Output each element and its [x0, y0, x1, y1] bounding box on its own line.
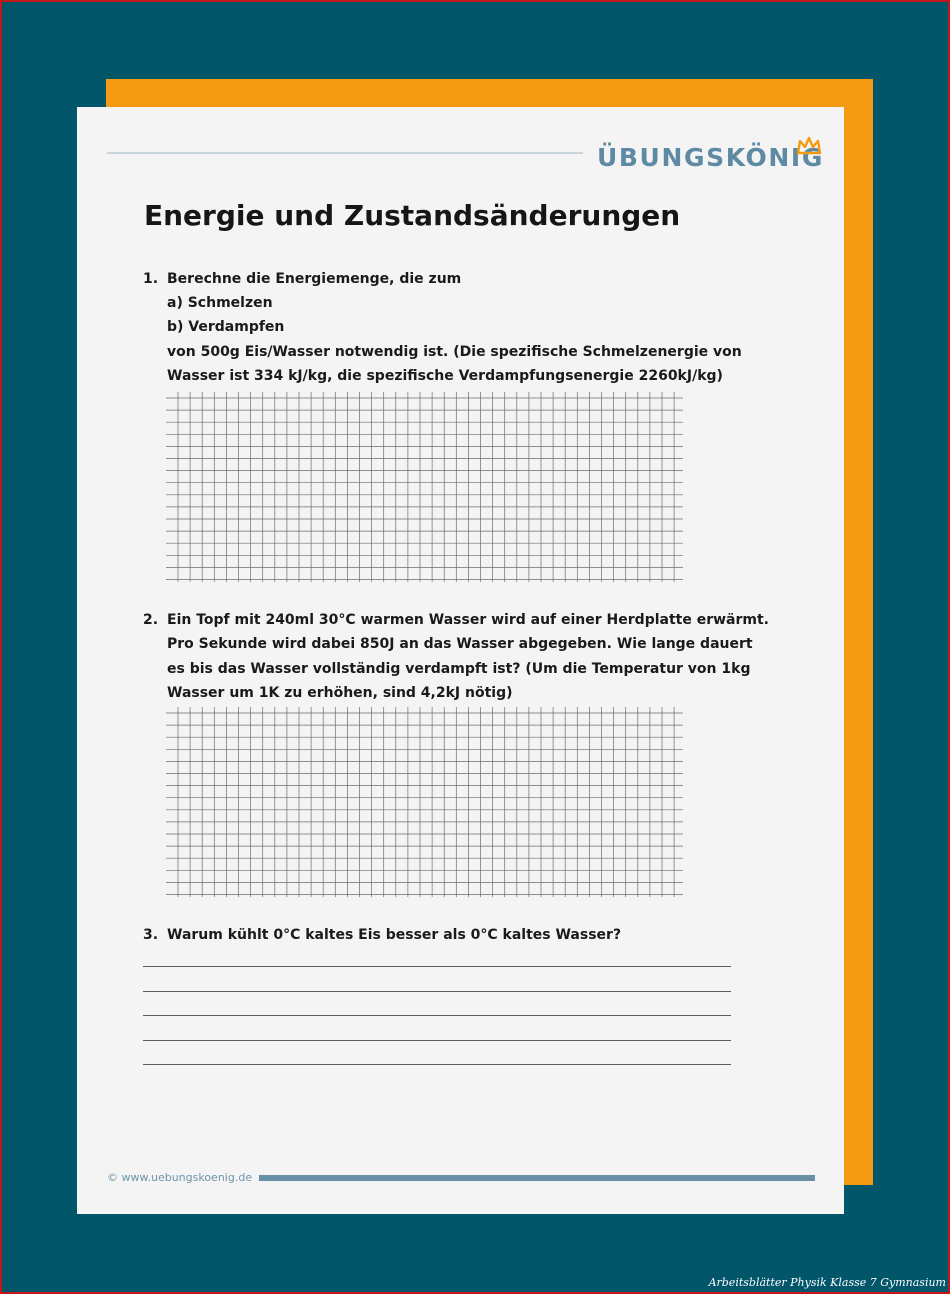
footer-bar	[259, 1175, 815, 1181]
page-title: Energie und Zustandsänderungen	[144, 199, 681, 232]
task-text-line: Wasser ist 334 kJ/kg, die spezifische Verdampfungsenergie 2260kJ/kg)	[167, 368, 723, 384]
task-subitem-a: a) Schmelzen	[167, 295, 273, 311]
task-text-line: Warum kühlt 0°C kaltes Eis besser als 0°C kaltes Wasser?	[167, 927, 622, 943]
task-number: 3.	[143, 927, 159, 943]
task-number: 2.	[143, 612, 159, 628]
task-text-line: es bis das Wasser vollständig verdampft ist? (Um die Temperatur von 1kg	[167, 661, 751, 677]
answer-line	[143, 991, 731, 992]
grid-answer-area-2	[166, 707, 683, 897]
answer-line	[143, 966, 731, 967]
footer-website: © www.uebungskoenig.de	[107, 1171, 253, 1184]
task-text-line: Berechne die Energiemenge, die zum	[167, 271, 462, 287]
answer-line	[143, 1015, 731, 1016]
task-text-line: von 500g Eis/Wasser notwendig ist. (Die spezifische Schmelzenergie von	[167, 344, 742, 360]
answer-line	[143, 1040, 731, 1041]
worksheet-page	[77, 107, 844, 1214]
crown-icon	[796, 137, 822, 155]
brand-logo	[597, 137, 827, 181]
task-subitem-b: b) Verdampfen	[167, 319, 285, 335]
task-number: 1.	[143, 271, 159, 287]
header-rule	[107, 152, 583, 154]
task-text-line: Pro Sekunde wird dabei 850J an das Wasser abgegeben. Wie lange dauert	[167, 636, 753, 652]
task-1	[143, 271, 763, 401]
answer-line	[143, 1064, 731, 1065]
logo-text: ÜBUNGSKÖNIG	[597, 143, 824, 172]
task-2	[143, 612, 769, 712]
image-caption: Arbeitsblätter Physik Klasse 7 Gymnasium	[708, 1276, 946, 1289]
task-3	[143, 927, 763, 951]
task-text-line: Wasser um 1K zu erhöhen, sind 4,2kJ nötig)	[167, 685, 513, 701]
grid-answer-area-1	[166, 392, 683, 582]
task-text-line: Ein Topf mit 240ml 30°C warmen Wasser wird auf einer Herdplatte erwärmt.	[167, 612, 769, 628]
